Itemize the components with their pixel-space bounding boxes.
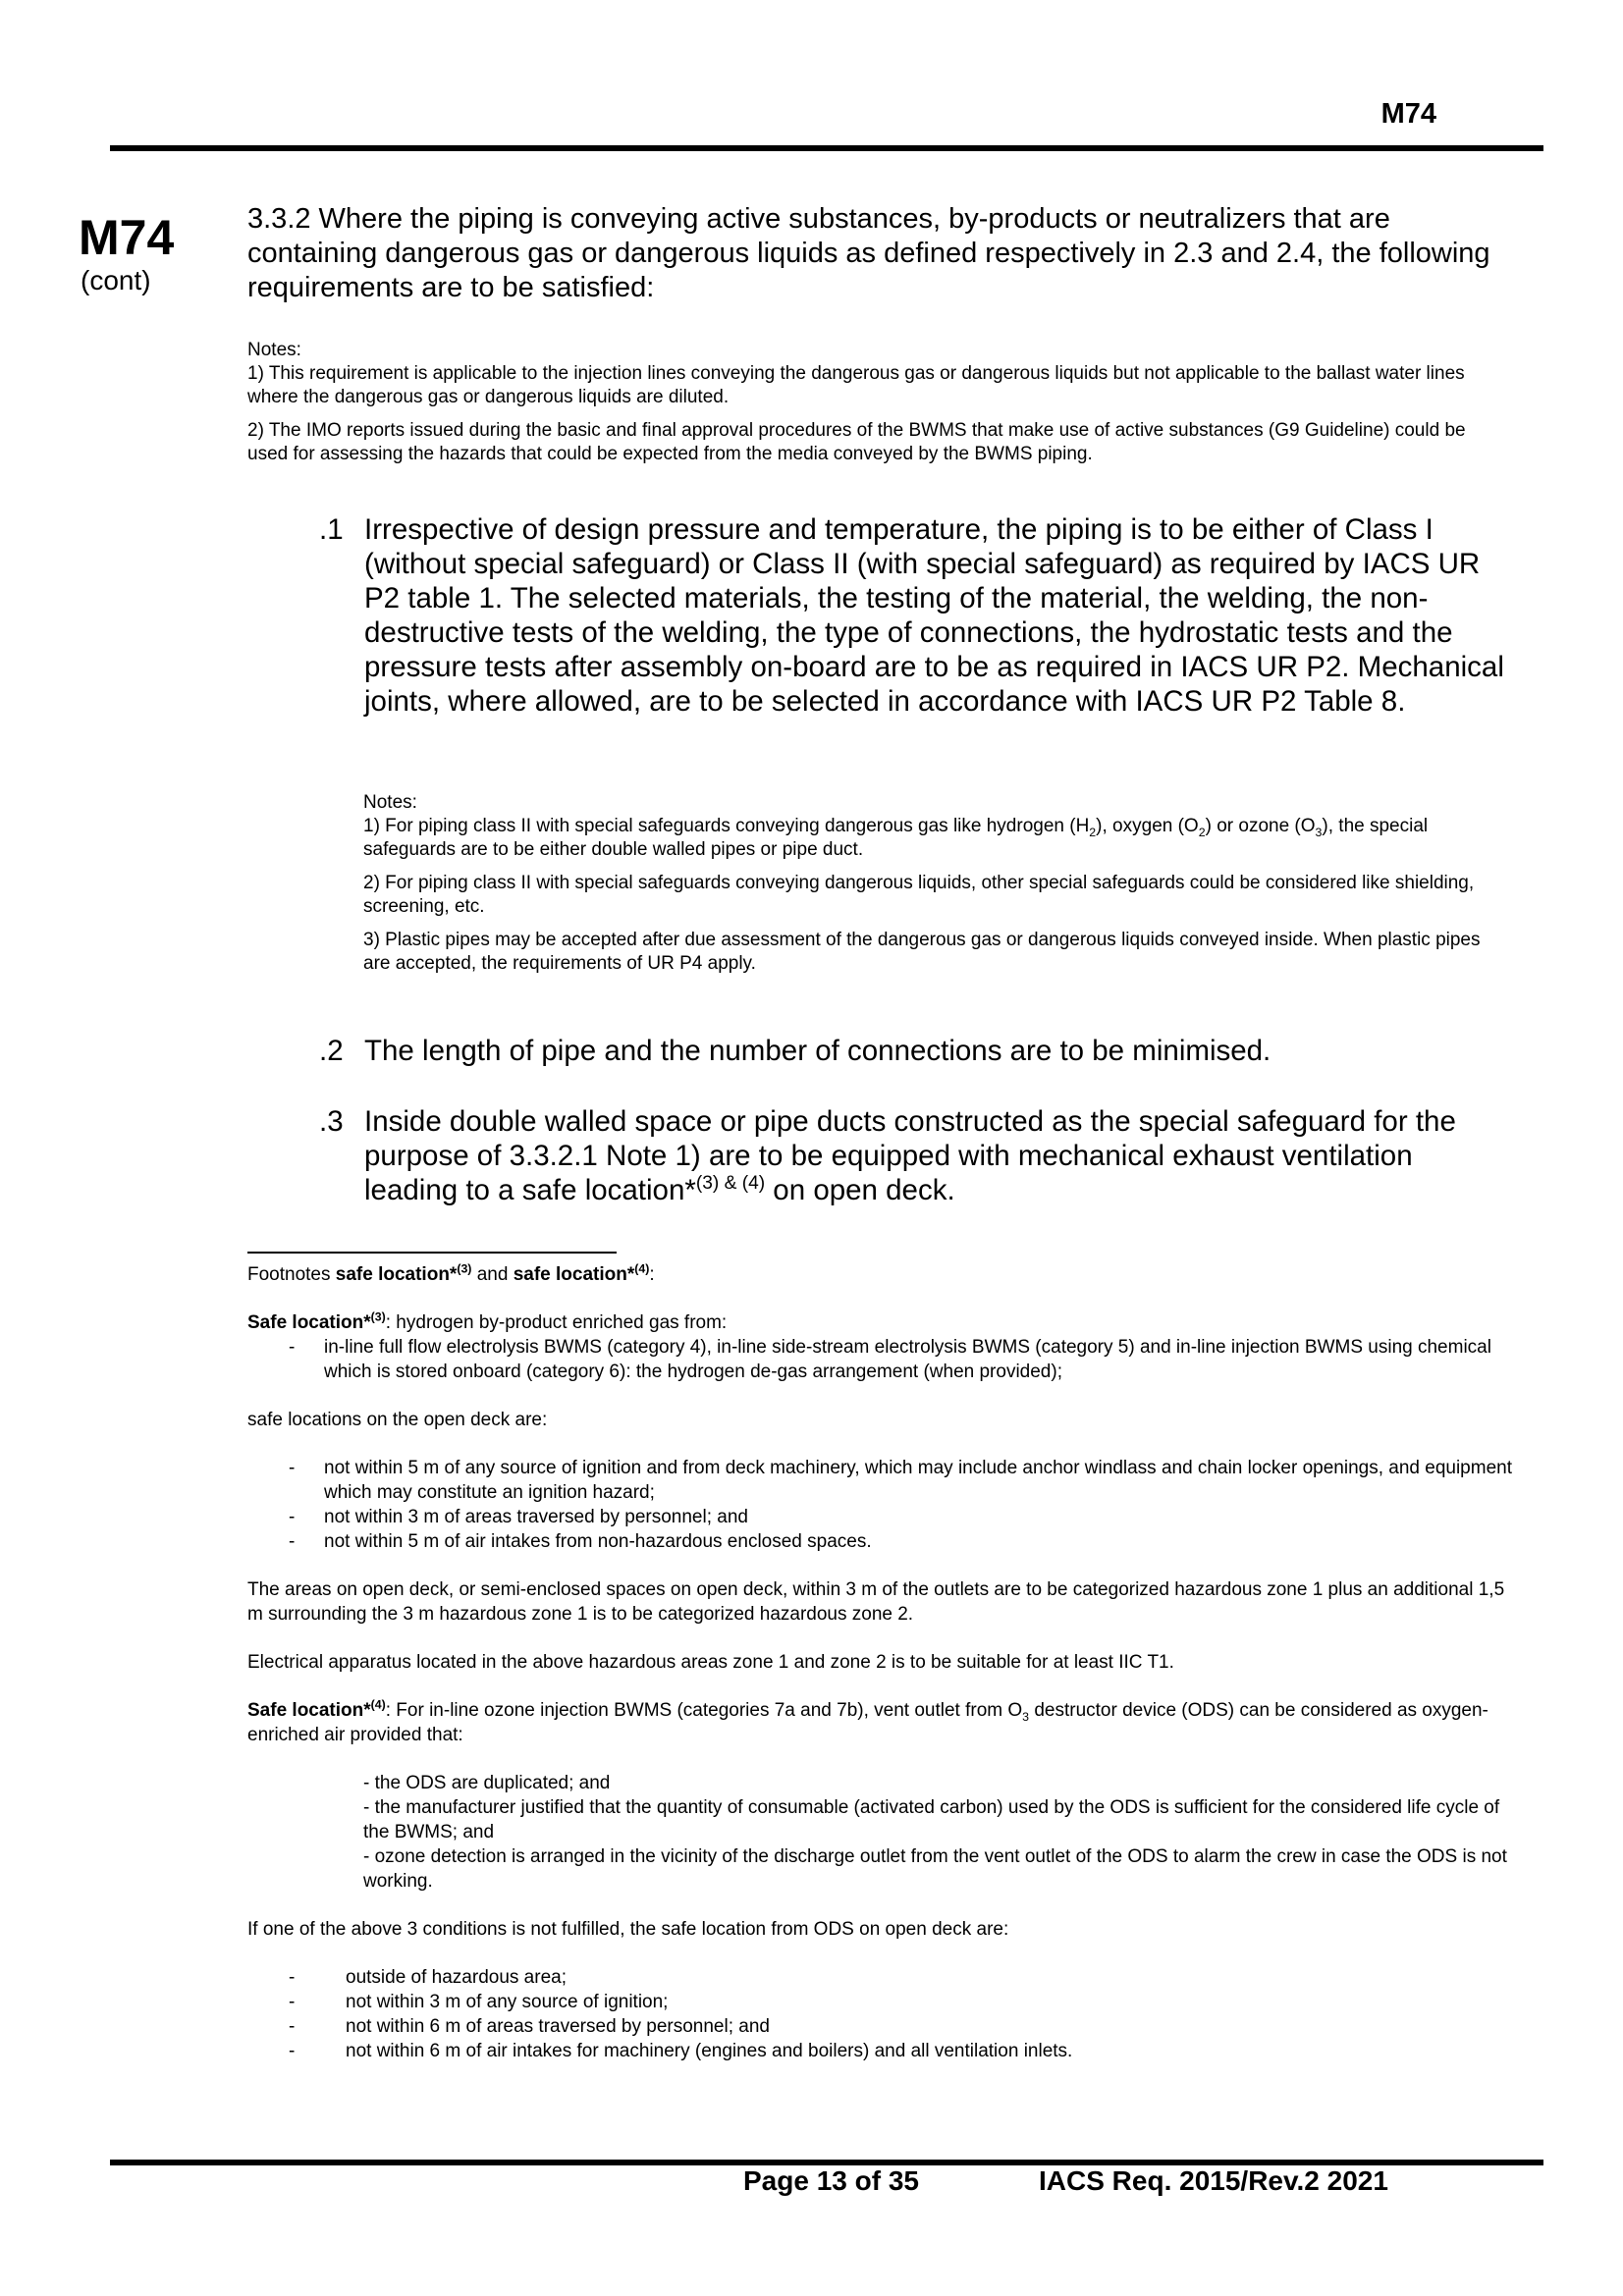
safe-location-3-list: [247, 1335, 1524, 1384]
safe-location-3: Safe location*$^{(3)}$: hydrogen by-product enriched gas from:: [247, 1309, 728, 1333]
side-code: M74: [79, 210, 175, 265]
hazardous-areas-text: The areas on open deck, or semi-enclosed spaces on open deck, within 3 m of the outlets are to be categorized hazardous zone 1 plus an additional 1,5 m surrounding the 3 m hazardous zone 1 is to be categorized hazardous zone 2.: [247, 1579, 1505, 1625]
item-2: [319, 1034, 1507, 1068]
note-2: 2) The IMO reports issued during the basic and final approval procedures of the BWMS that make use of active substances (G9 Guideline) could be used for assessing the hazards that could be expected from the media conveyed by the BWMS piping.: [247, 420, 1466, 464]
condition-item: - the ODS are duplicated; and: [363, 1773, 611, 1793]
safe-locations-intro: safe locations on the open deck are:: [247, 1410, 548, 1430]
list-item: - not within 6 m of air intakes for machinery (engines and boilers) and all ventilation inlets.: [247, 2039, 1524, 2063]
footnotes-intro: Footnotes safe location*$^{(3)}$ and safe location*$^{(4)}$:: [247, 1261, 655, 1285]
note-3: 3) Plastic pipes may be accepted after due assessment of the dangerous gas or dangerous liquids conveyed inside. When plastic pipes are accepted, the requirements of UR P4 apply.: [363, 930, 1481, 974]
list-item: - not within 3 m of any source of ignition;: [247, 1990, 1524, 2014]
ods-safe-locations-list: [247, 1965, 1524, 2063]
paragraph-3-3-2: 3.3.2 Where the piping is conveying active substances, by-products or neutralizers that are containing dangerous gas or dangerous liquids as defined respectively in 2.3 and 2.4, the following requirements are to be satisfied:: [247, 203, 1490, 303]
safe-locations-list: [247, 1456, 1524, 1554]
item-text: Inside double walled space or pipe ducts constructed as the special safeguard for the purpose of 3.3.2.1 Note 1) are to be equipped with mechanical exhaust ventilation leading to a safe location*$^{(3) \& (4)}$ on open deck.: [364, 1105, 1456, 1206]
safe-location-4: Safe location*$^{(4)}$: For in-line ozone injection BWMS (categories 7a and 7b), vent outlet from $O_3$ destructor device (ODS) can be considered as oxygen-enriched air provided that:: [247, 1697, 1488, 1745]
notes-title: Notes:: [363, 792, 417, 813]
item-text: The length of pipe and the number of connections are to be minimised.: [364, 1035, 1271, 1067]
notes-title: Notes:: [247, 340, 301, 360]
item-number: .3: [319, 1105, 344, 1138]
condition-item: - the manufacturer justified that the quantity of consumable (activated carbon) used by the ODS is sufficient for the considered life cycle of the BWMS; and: [363, 1797, 1500, 1842]
note-1: 1) For piping class II with special safeguards conveying dangerous gas like hydrogen $(H_2)$, oxygen $(O_2)$ or ozone $(O_3)$, the special safeguards are to be either double walled pipes or pipe duct.: [363, 816, 1429, 860]
list-item: - not within 5 m of any source of ignition and from deck machinery, which may include anchor windlass and chain locker openings, and equipment which may constitute an ignition hazard;: [247, 1456, 1524, 1505]
header-rule: [110, 145, 1543, 151]
list-item: - outside of hazardous area;: [247, 1965, 1524, 1990]
header-code: M74: [1380, 98, 1436, 130]
list-item: - in-line full flow electrolysis BWMS (category 4), in-line side-stream electrolysis BWMS (category 5) and in-line injection BWMS using chemical which is stored onboard (category 6): the hydrogen de-gas arrangement (when provided);: [247, 1335, 1524, 1384]
list-item: - not within 5 m of air intakes from non-hazardous enclosed spaces.: [247, 1529, 1524, 1554]
list-item: - not within 6 m of areas traversed by personnel; and: [247, 2014, 1524, 2039]
footnotes: [247, 1262, 1524, 2063]
condition-item: - ozone detection is arranged in the vicinity of the discharge outlet from the vent outlet of the ODS to alarm the crew in case the ODS is not working.: [363, 1846, 1507, 1892]
document-reference: IACS Req. 2015/Rev.2 2021: [1039, 2165, 1388, 2196]
item-3: [319, 1104, 1507, 1207]
ods-conditions: [363, 1771, 1524, 1894]
item-1: [319, 512, 1507, 719]
notes-block-1: [247, 339, 1494, 476]
side-cont: (cont): [81, 265, 151, 295]
page-number: Page 13 of 35: [743, 2165, 919, 2196]
note-1: 1) This requirement is applicable to the injection lines conveying the dangerous gas or dangerous liquids but not applicable to the ballast water lines where the dangerous gas or dangerous liquids are diluted.: [247, 363, 1465, 407]
item-number: .1: [319, 513, 344, 546]
notes-block-2: [363, 791, 1502, 986]
list-item: - not within 3 m of areas traversed by personnel; and: [247, 1505, 1524, 1529]
if-not-fulfilled-text: If one of the above 3 conditions is not fulfilled, the safe location from ODS on open deck are:: [247, 1919, 1009, 1940]
electrical-text: Electrical apparatus located in the above hazardous areas zone 1 and zone 2 is to be suitable for at least IIC T1.: [247, 1652, 1174, 1673]
footnote-rule: [247, 1252, 617, 1254]
item-text: Irrespective of design pressure and temperature, the piping is to be either of Class I (without special safeguard) or Class II (with special safeguard) as required by IACS UR P2 table 1. The selected materials, the testing of the material, the welding, the non-destructive tests of the welding, the type of connections, the hydrostatic tests and the pressure tests after assembly on-board are to be as required in IACS UR P2. Mechanical joints, where allowed, are to be selected in accordance with IACS UR P2 Table 8.: [364, 513, 1504, 718]
item-number: .2: [319, 1035, 344, 1067]
side-label: [79, 211, 187, 297]
note-2: 2) For piping class II with special safeguards conveying dangerous liquids, other special safeguards could be considered like shielding, screening, etc.: [363, 873, 1475, 917]
